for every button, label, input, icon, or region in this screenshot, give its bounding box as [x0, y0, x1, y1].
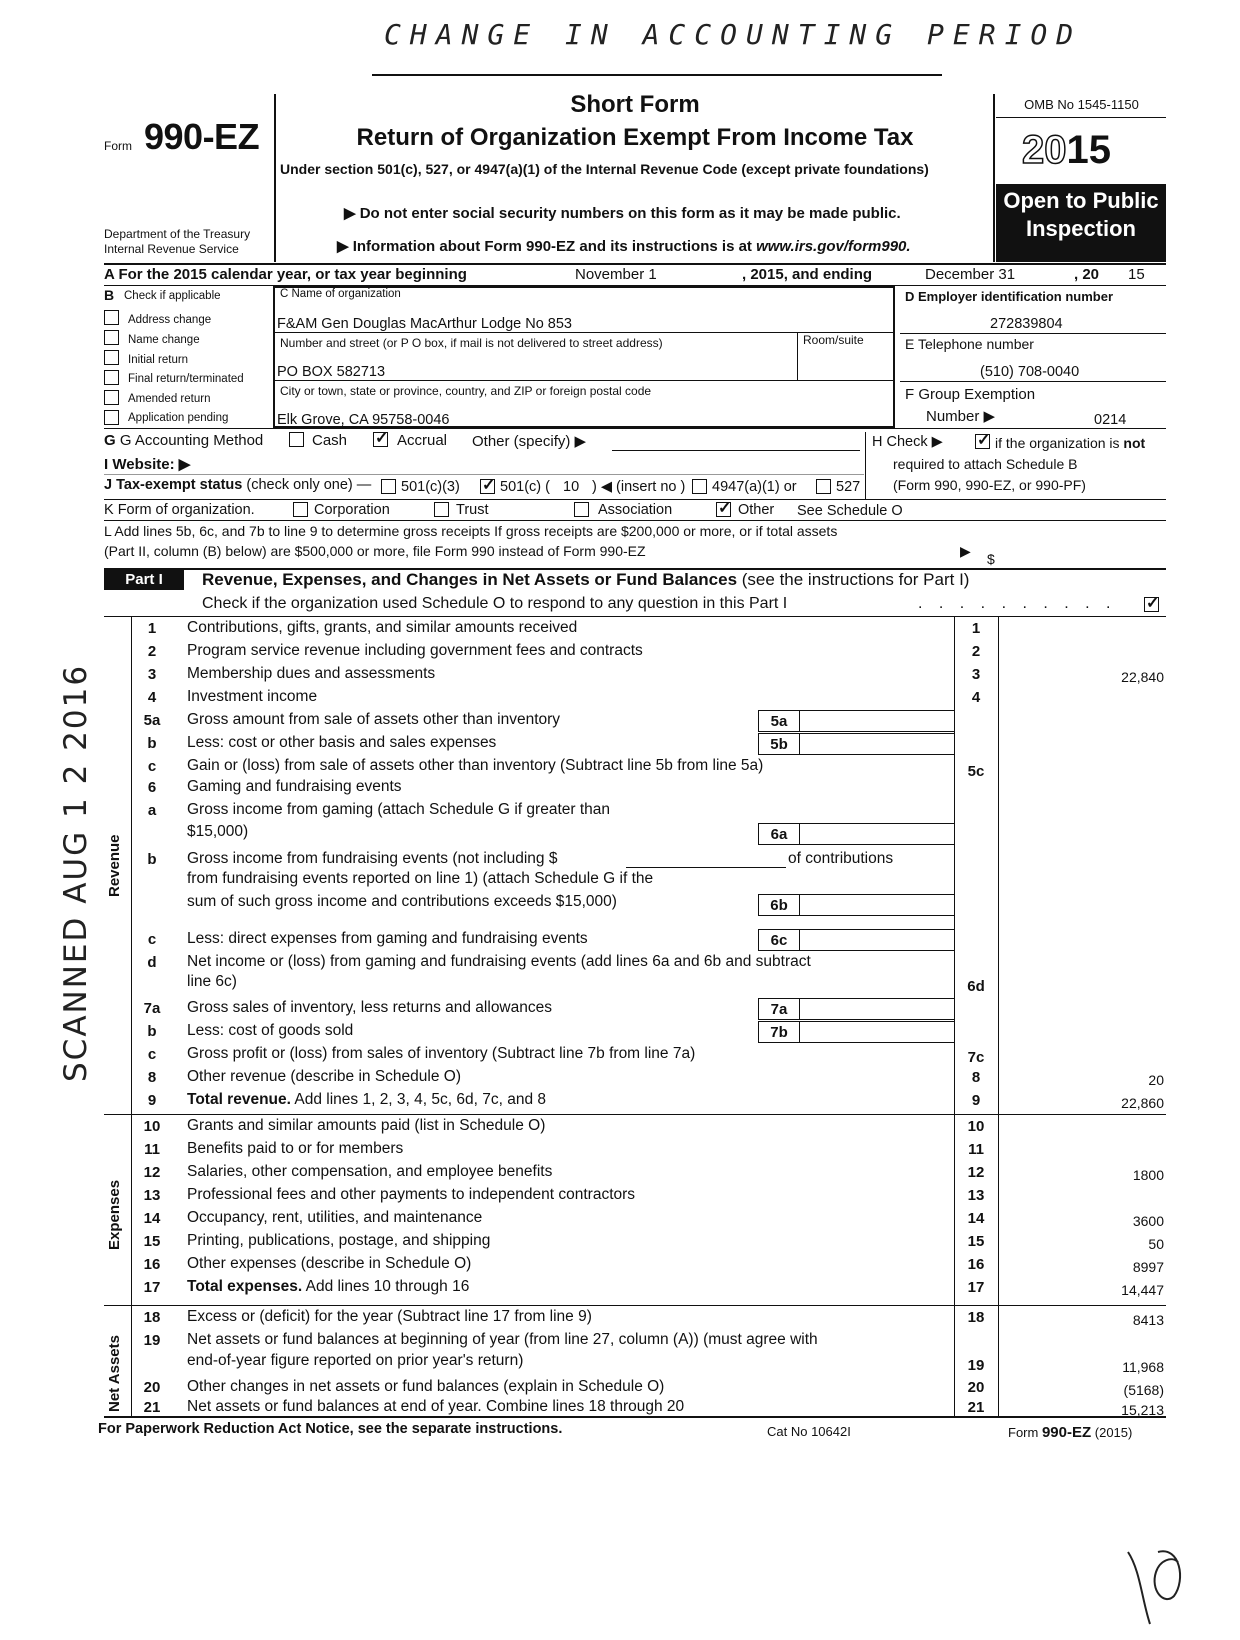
other-org-label: Other — [738, 502, 775, 518]
line-14-row: 14 Occupancy, rent, utilities, and maintenance 14 3600 — [143, 1209, 1164, 1229]
section-b-letter: B — [104, 287, 115, 303]
street-label: Number and street (or P O box, if mail is not delivered to street address) — [280, 336, 663, 350]
line-l-text2: (Part II, column (B) below) are $500,000 or more, file Form 990 instead of Form 990-EZ — [104, 543, 646, 559]
section-b-label: Check if applicable — [124, 290, 221, 302]
line-h-line2: required to attach Schedule B — [893, 456, 1078, 472]
other-org-checkbox[interactable] — [716, 502, 731, 517]
room-suite-label: Room/suite — [803, 333, 864, 347]
irs-url[interactable]: www.irs.gov/form990. — [756, 238, 911, 255]
group-exemption-label: F Group Exemption — [905, 386, 1036, 403]
line-20-row: 20 Other changes in net assets or fund balances (explain in Schedule O) 20 (5168) — [143, 1378, 1164, 1398]
net-assets-side-label: Net Assets — [106, 1335, 123, 1412]
line-16-amount[interactable]: 8997 — [1132, 1259, 1164, 1275]
line-19-amount[interactable]: 11,968 — [1122, 1359, 1164, 1375]
initial-return-checkbox[interactable] — [104, 350, 119, 365]
header-divider-left — [274, 94, 276, 262]
line-18-amount[interactable]: 8413 — [1132, 1312, 1164, 1328]
line-18-row: 18 Excess or (deficit) for the year (Subtract line 17 from line 9) 18 8413 — [143, 1308, 1164, 1328]
line-a-mid: , 2015, and ending — [742, 266, 873, 283]
cat-number: Cat No 10642I — [767, 1424, 851, 1439]
line-21-row: 21 Net assets or fund balances at end of year. Combine lines 18 through 20 21 15,213 — [143, 1398, 1164, 1418]
accrual-checkbox[interactable] — [373, 432, 388, 447]
line-7b-amount[interactable] — [800, 1021, 954, 1043]
line-6-row: 6 Gaming and fundraising events — [147, 778, 402, 796]
line-6c-row: c Less: direct expenses from gaming and fundraising events 6c — [0, 928, 1240, 951]
handwritten-underline — [372, 74, 942, 76]
corporation-label: Corporation — [314, 502, 390, 518]
tax-year: 2015 — [1022, 128, 1111, 172]
line-14-amount[interactable]: 3600 — [1132, 1213, 1164, 1229]
line-h-line3: (Form 990, 990-EZ, or 990-PF) — [893, 477, 1086, 493]
short-form-label: Short Form — [570, 91, 700, 118]
501c-label: 501(c) ( — [500, 479, 550, 495]
under-section: Under section 501(c), 527, or 4947(a)(1) of the Internal Revenue Code (except private foundations) — [280, 161, 929, 177]
final-return-label: Final return/terminated — [128, 373, 244, 385]
scanned-stamp: SCANNED AUG 1 2 2016 — [58, 663, 94, 1082]
association-label: Association — [598, 502, 673, 518]
line-l-arrow: ▶ — [960, 543, 971, 559]
cash-checkbox[interactable] — [289, 432, 304, 447]
line-6b-amount[interactable] — [800, 894, 954, 916]
initial-return-label: Initial return — [128, 354, 189, 366]
527-label: 527 — [836, 479, 861, 495]
accounting-method-label: G G Accounting Method — [104, 432, 264, 449]
line-17-row: 17 Total expenses. Add lines 10 through 16 17 14,447 — [143, 1278, 1164, 1298]
revenue-side-label: Revenue — [106, 834, 123, 897]
527-checkbox[interactable] — [816, 479, 831, 494]
other-org-value[interactable]: See Schedule O — [797, 503, 903, 519]
line-5c-row: c Gain or (loss) from sale of assets other than inventory (Subtract line 5b from line 5a) 5c — [147, 757, 985, 780]
part-i-title: Revenue, Expenses, and Changes in Net Assets or Fund Balances (see the instructions for Part I) — [202, 570, 970, 589]
part-i-check-line: Check if the organization used Schedule O to respond to any question in this Part I — [202, 595, 788, 612]
telephone-label: E Telephone number — [905, 336, 1034, 352]
footer-form-id: Form 990-EZ (2015) — [1008, 1424, 1133, 1441]
line-8-row: 8 Other revenue (describe in Schedule O) 8 20 — [147, 1068, 1164, 1088]
line-a-label: A For the 2015 calendar year, or tax year beginning — [104, 266, 467, 283]
part-i-tag: Part I — [104, 570, 184, 590]
line-17-amount[interactable]: 14,447 — [1121, 1282, 1164, 1298]
line-l-dollar: $ — [987, 551, 995, 567]
header-divider-right — [993, 94, 995, 262]
line-12-amount[interactable]: 1800 — [1132, 1167, 1164, 1183]
name-change-label: Name change — [128, 334, 200, 346]
line-5b-amount[interactable] — [800, 733, 954, 755]
4947-label: 4947(a)(1) or — [712, 479, 797, 495]
org-info-box — [273, 286, 895, 428]
line-3-amount[interactable]: 22,840 — [1121, 669, 1164, 685]
website-label: I Website: ▶ — [104, 456, 191, 473]
corporation-checkbox[interactable] — [293, 502, 308, 517]
501c3-checkbox[interactable] — [381, 479, 396, 494]
form-number: 990-EZ — [144, 116, 260, 157]
4947-checkbox[interactable] — [692, 479, 707, 494]
info-notice: ▶ Information about Form 990-EZ and its instructions is at www.irs.gov/form990. — [337, 238, 911, 255]
501c3-label: 501(c)(3) — [401, 479, 460, 495]
line-19-row: 19 Net assets or fund balances at beginning of year (from line 27, column (A)) (must agree with end-of-year figure reported on prior year's return) 19 11,968 — [143, 1331, 1164, 1375]
line-l-text1: L Add lines 5b, 6c, and 7b to line 9 to determine gross receipts If gross receipts are $200,000 or more, or if total assets — [104, 523, 838, 539]
paperwork-notice: For Paperwork Reduction Act Notice, see the separate instructions. — [98, 1421, 563, 1437]
tax-exempt-status-label: J Tax-exempt status (check only one) — — [104, 477, 372, 493]
amended-return-label: Amended return — [128, 393, 211, 405]
line-5b-row: b Less: cost or other basis and sales expenses 5b — [0, 732, 1240, 755]
inspection-label: Inspection — [1025, 216, 1136, 241]
cash-label: Cash — [312, 432, 348, 449]
line-15-amount[interactable]: 50 — [1148, 1236, 1164, 1252]
tax-year-begin: November 1 — [575, 266, 657, 283]
schedule-o-checkbox[interactable] — [1144, 597, 1159, 612]
line-9-row: 9 Total revenue. Add lines 1, 2, 3, 4, 5c, 6d, 7c, and 8 9 22,860 — [147, 1091, 1164, 1111]
amended-return-checkbox[interactable] — [104, 390, 119, 405]
association-checkbox[interactable] — [574, 502, 589, 517]
org-name-label: C Name of organization — [280, 288, 401, 300]
line-8-amount[interactable]: 20 — [1148, 1072, 1164, 1088]
line-1-row: 1 Contributions, gifts, grants, and similar amounts received 1 — [147, 619, 981, 637]
other-specify-label: Other (specify) ▶ — [472, 433, 587, 450]
line-15-row: 15 Printing, publications, postage, and shipping 15 50 — [143, 1232, 1164, 1252]
schedule-b-checkbox[interactable] — [975, 434, 990, 449]
line-12-row: 12 Salaries, other compensation, and employee benefits 12 1800 — [143, 1163, 1164, 1183]
line-7a-row: 7a Gross sales of inventory, less returns and allowances 7a — [0, 997, 1240, 1020]
501c-number[interactable]: 10 — [563, 479, 580, 495]
group-exemption-number[interactable]: 0214 — [1094, 412, 1127, 428]
line-6b-contributions-field[interactable] — [626, 867, 786, 868]
line-7a-amount[interactable] — [800, 998, 954, 1020]
telephone-value[interactable]: (510) 708-0040 — [980, 364, 1080, 380]
address-change-label: Address change — [128, 314, 212, 326]
line-21-amount[interactable]: 15,213 — [1121, 1402, 1164, 1418]
trust-label: Trust — [456, 502, 489, 518]
ein-label: D Employer identification number — [905, 289, 1114, 304]
line-7c-row: c Gross profit or (loss) from sales of inventory (Subtract line 7b from line 7a) 7c — [147, 1045, 985, 1066]
line-13-row: 13 Professional fees and other payments to independent contractors 13 — [143, 1186, 985, 1204]
line-5a-amount[interactable] — [800, 710, 954, 732]
line-6a-amount[interactable] — [800, 823, 954, 845]
line-2-row: 2 Program service revenue including government fees and contracts 2 — [147, 642, 981, 660]
omb-number: OMB No 1545-1150 — [1024, 97, 1139, 112]
line-7b-row: b Less: cost of goods sold 7b — [0, 1020, 1240, 1043]
expenses-side-label: Expenses — [106, 1179, 123, 1250]
dept-treasury: Department of the Treasury — [104, 227, 251, 241]
address-change-checkbox[interactable] — [104, 310, 119, 325]
line-4-row: 4 Investment income 4 — [147, 688, 981, 706]
line-h-check-label: H Check ▶ — [872, 434, 943, 450]
open-to-public-label: Open to Public — [1003, 188, 1159, 213]
city-label: City or town, state or province, country, and ZIP or foreign postal code — [280, 384, 652, 398]
line-20-amount[interactable]: (5168) — [1123, 1382, 1164, 1398]
ssn-notice: ▶ Do not enter social security numbers on this form as it may be made public. — [344, 205, 901, 222]
line-6c-amount[interactable] — [800, 929, 954, 951]
line-5a-row: 5a Gross amount from sale of assets other than inventory 5a — [0, 709, 1240, 732]
trust-checkbox[interactable] — [434, 502, 449, 517]
line-a-yr-pre: , 20 — [1074, 266, 1100, 283]
line-11-row: 11 Benefits paid to or for members 11 — [144, 1140, 984, 1158]
line-a-yr: 15 — [1128, 266, 1145, 283]
handwritten-header: CHANGE IN ACCOUNTING PERIOD — [384, 18, 1083, 51]
line-h-text: if the organization is not — [995, 435, 1146, 451]
street-address[interactable]: PO BOX 582713 — [277, 364, 386, 380]
line-16-row: 16 Other expenses (describe in Schedule O) 16 8997 — [143, 1255, 1164, 1275]
line-6a-row: a Gross income from gaming (attach Schedule G if greater than $15,000) 6a — [0, 799, 1240, 845]
handwritten-mark — [1120, 1540, 1190, 1630]
line-6d-row: d Net income or (loss) from gaming and fundraising events (add lines 6a and 6b and subtract line 6c) 6d — [147, 953, 985, 995]
line-3-row: 3 Membership dues and assessments 3 22,840 — [147, 665, 1164, 685]
line-6b-row: b Gross income from fundraising events (not including $ of contributions from fundraising events reported on line 1) (attach Schedule G if the sum of such gross income and contributions exceeds $15,000) 6b — [0, 848, 1240, 918]
application-pending-checkbox[interactable] — [104, 410, 119, 425]
irs-name: Internal Revenue Service — [104, 242, 239, 256]
501c-checkbox[interactable] — [480, 479, 495, 494]
city-state-zip[interactable]: Elk Grove, CA 95758-0046 — [277, 412, 450, 428]
application-pending-label: Application pending — [128, 412, 229, 424]
final-return-checkbox[interactable] — [104, 370, 119, 385]
other-specify-field[interactable] — [612, 450, 860, 451]
tax-year-end: December 31 — [925, 266, 1016, 283]
name-change-checkbox[interactable] — [104, 330, 119, 345]
form-title: Return of Organization Exempt From Income Tax — [356, 124, 914, 151]
ein-value[interactable]: 272839804 — [990, 316, 1063, 332]
form-prefix: Form — [104, 139, 132, 153]
org-name[interactable]: F&AM Gen Douglas MacArthur Lodge No 853 — [277, 316, 572, 332]
line-10-row: 10 Grants and similar amounts paid (list in Schedule O) 10 — [143, 1117, 985, 1135]
group-exemption-number-label: Number ▶ — [926, 408, 996, 425]
line-9-amount[interactable]: 22,860 — [1121, 1095, 1164, 1111]
form-of-org-label: K Form of organization. — [104, 502, 255, 518]
501c-suffix: ) ◀ (insert no ) — [592, 479, 686, 495]
accrual-label: Accrual — [397, 432, 448, 449]
